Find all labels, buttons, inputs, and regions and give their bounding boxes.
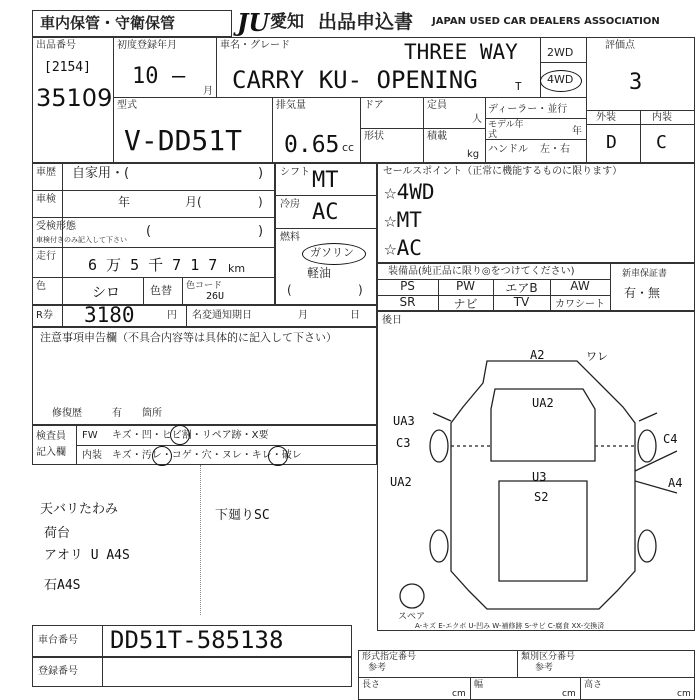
fuel-gas: ガソリン bbox=[310, 246, 354, 259]
capacity-unit: 人 bbox=[472, 114, 482, 125]
load-label: 積載 bbox=[427, 131, 447, 142]
lot-number: 35109 bbox=[36, 84, 113, 112]
first-reg-month-unit: 月 bbox=[203, 86, 213, 97]
form-title-en: JAPAN USED CAR DEALERS ASSOCIATION bbox=[432, 16, 660, 27]
model-year-label: モデル年式 bbox=[488, 120, 524, 140]
inspection-label: 車検 bbox=[36, 194, 56, 205]
model-cert-label: 形式指定番号 bbox=[362, 652, 417, 662]
mark-a2-top: A2 bbox=[530, 348, 545, 362]
note-line-1: 天バリたわみ bbox=[40, 502, 119, 517]
int-label: 内装 bbox=[652, 112, 672, 123]
load-unit: kg bbox=[467, 149, 480, 160]
lot-label: 出品番号 bbox=[36, 40, 76, 51]
brand-logo: JU bbox=[237, 8, 270, 37]
model-year-unit: 年 bbox=[572, 126, 582, 137]
color-change-label: 色替 bbox=[150, 284, 172, 297]
inspector-fw-label: FW bbox=[82, 430, 98, 441]
mark-ua2-hood: UA2 bbox=[532, 396, 554, 410]
first-reg-year: 10 bbox=[132, 64, 159, 89]
ext-label: 外装 bbox=[596, 112, 616, 123]
registration-row bbox=[32, 657, 352, 687]
fuel-diesel: 軽油 bbox=[307, 266, 332, 280]
model-cert-ref: 参考 bbox=[368, 663, 387, 673]
type-label: 型式 bbox=[117, 100, 137, 111]
mark-s2: S2 bbox=[534, 490, 549, 504]
sales-point-2: ☆MT bbox=[384, 208, 422, 232]
mark-ua3: UA3 bbox=[393, 414, 415, 428]
note-line-3: アオリ U A4S bbox=[44, 548, 130, 563]
fuel-label: 燃料 bbox=[280, 232, 300, 243]
type-value: V-DD51T bbox=[124, 124, 243, 157]
sales-point-1: ☆4WD bbox=[384, 180, 435, 204]
color-code-label: 色コード bbox=[186, 281, 223, 291]
length-label: 長さ bbox=[362, 680, 381, 690]
height-label: 高さ bbox=[584, 680, 603, 690]
width-label: 幅 bbox=[474, 680, 484, 690]
equip-sr: SR bbox=[399, 295, 416, 309]
color-code-value: 26U bbox=[206, 291, 225, 302]
model-name-value: CARRY KU- OPENING bbox=[232, 66, 478, 94]
shift-label: シフト bbox=[280, 167, 310, 178]
inspector-label-2: 記入欄 bbox=[36, 447, 66, 458]
brand-region: 愛知 bbox=[270, 12, 304, 32]
received-label: 受検形態 bbox=[36, 221, 76, 232]
ac-label: 冷房 bbox=[280, 199, 300, 210]
chassis-value: DD51T-585138 bbox=[110, 626, 284, 654]
name-change-label: 名変通知期日 bbox=[192, 310, 252, 321]
inspector-fw-items: キズ・凹・ヒビ割・リペア跡・X要 bbox=[112, 430, 269, 441]
sales-points-box bbox=[377, 163, 695, 263]
inspector-interior-label: 内装 bbox=[82, 450, 102, 461]
repair-label: 修復歴 bbox=[52, 408, 82, 419]
registration-label: 登録番号 bbox=[38, 666, 78, 677]
shift-value: MT bbox=[312, 168, 339, 193]
diagram-legend: A-キズ E-エクボ U-凹み W-補修跡 S-サビ C-腐食 XX-交換済 bbox=[415, 622, 605, 630]
history-label: 車歴 bbox=[36, 167, 56, 178]
mileage-unit: km bbox=[228, 262, 246, 275]
note-line-4: 石A4S bbox=[44, 578, 81, 593]
sales-points-label: セールスポイント（正常に機能するものに限ります） bbox=[383, 166, 623, 177]
drive-4wd: 4WD bbox=[547, 73, 574, 86]
equip-navi: ナビ bbox=[453, 297, 478, 311]
mileage-label: 走行 bbox=[36, 251, 56, 262]
lot-sub-number: [2154] bbox=[44, 60, 91, 75]
mark-u3: U3 bbox=[532, 470, 547, 484]
notes-label: 注意事項申告欄（不具合内容等は具体的に記入して下さい） bbox=[40, 331, 337, 344]
displacement-value: 0.65 bbox=[284, 132, 340, 158]
form-title: 出品申込書 bbox=[318, 11, 414, 33]
equip-tv: TV bbox=[513, 295, 530, 309]
sales-point-3: ☆AC bbox=[384, 236, 422, 260]
rating-value: 3 bbox=[629, 70, 643, 95]
model-name-label: 車名・グレード bbox=[220, 40, 290, 51]
recycle-value: 3180 bbox=[84, 303, 135, 327]
displacement-label: 排気量 bbox=[276, 100, 306, 111]
note-right: 下廻りSC bbox=[215, 508, 270, 523]
ac-value: AC bbox=[312, 200, 339, 225]
received-note: 車検付きのみ記入して下さい bbox=[36, 236, 127, 244]
inspector-interior-items: キズ・汚レ・コゲ・穴・ヌレ・キレ・破レ bbox=[112, 450, 302, 461]
equip-airbag: エアB bbox=[505, 281, 538, 295]
int-value: C bbox=[656, 132, 667, 153]
after-label: 後日 bbox=[382, 315, 402, 326]
rating-label: 評価点 bbox=[605, 40, 635, 51]
equip-seat: カワシート bbox=[555, 299, 605, 310]
model-name-suffix: T bbox=[515, 80, 522, 93]
repair-value: 有 bbox=[112, 408, 122, 419]
door-label: ドア bbox=[364, 100, 384, 111]
warranty-label: 新車保証書 bbox=[622, 269, 668, 279]
warranty-options: 有・無 bbox=[624, 286, 661, 300]
chassis-label: 車台番号 bbox=[38, 635, 78, 646]
category-ref: 参考 bbox=[535, 663, 554, 673]
capacity-label: 定員 bbox=[427, 100, 447, 111]
category-label: 類別区分番号 bbox=[521, 652, 576, 662]
storage-label: 車内保管・守衛保管 bbox=[40, 14, 176, 32]
handle-label: ハンドル bbox=[488, 144, 528, 155]
ext-value: D bbox=[606, 132, 617, 153]
repair-place: 箇所 bbox=[142, 408, 162, 419]
model-name-line1: THREE WAY bbox=[404, 40, 518, 64]
equip-pw: PW bbox=[455, 279, 476, 293]
color-value: シロ bbox=[92, 285, 120, 301]
mark-c4: C4 bbox=[663, 432, 678, 446]
equip-aw: AW bbox=[570, 279, 590, 293]
first-reg-dash: ― bbox=[172, 64, 186, 89]
shape-label: 形状 bbox=[364, 131, 384, 142]
inspector-label-1: 検査員 bbox=[36, 431, 66, 442]
recycle-unit: 円 bbox=[167, 310, 177, 321]
drive-2wd: 2WD bbox=[547, 46, 574, 59]
spare-label: スペア bbox=[398, 612, 426, 622]
displacement-unit: cc bbox=[342, 141, 355, 154]
equipment-label: 装備品(純正品に限り◎をつけてください) bbox=[388, 266, 575, 277]
dealer-label: ディーラー・並行 bbox=[488, 104, 568, 115]
note-line-2: 荷台 bbox=[44, 526, 71, 541]
handle-options: 左・右 bbox=[540, 144, 570, 155]
first-reg-label: 初度登録年月 bbox=[117, 40, 177, 51]
mark-crack: ワレ bbox=[586, 350, 608, 363]
mark-ua2-side: UA2 bbox=[390, 475, 412, 489]
mark-c3: C3 bbox=[396, 436, 411, 450]
color-label: 色 bbox=[36, 281, 46, 292]
mark-a4: A4 bbox=[668, 476, 683, 490]
equip-ps: PS bbox=[400, 279, 415, 293]
recycle-label: R券 bbox=[36, 310, 53, 321]
mileage-value: 6 万 5 千 7 1 7 bbox=[88, 256, 218, 274]
history-value: 自家用・( bbox=[72, 166, 130, 181]
